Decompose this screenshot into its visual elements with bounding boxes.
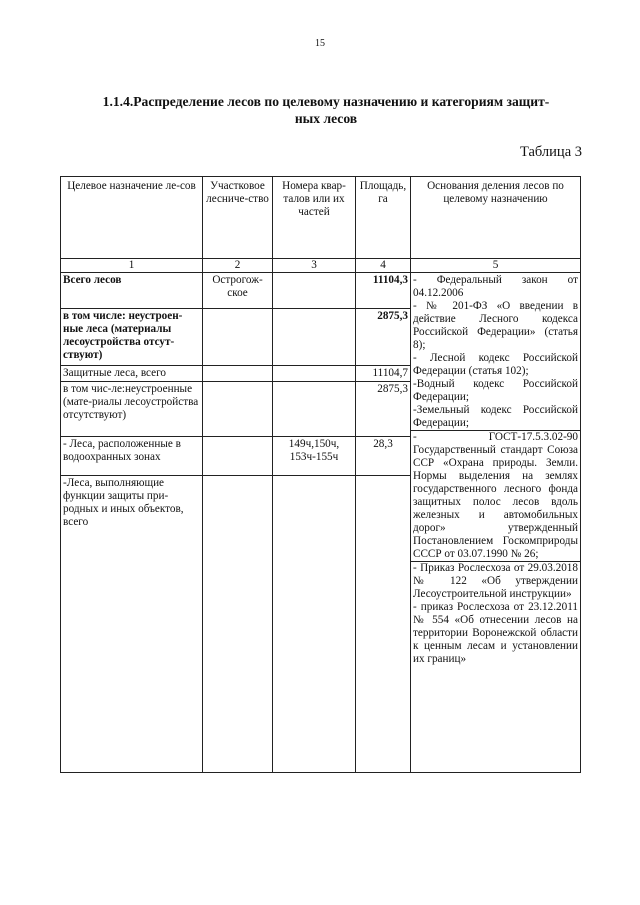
row-area: 28,3 — [356, 437, 411, 476]
basis-item: - № 201-ФЗ «О введении в действие Лесного кодекса Российской Федерации» (статья 8); — [413, 300, 578, 351]
section-title — [66, 93, 586, 127]
column-number: 5 — [411, 259, 581, 273]
forest-distribution-table — [60, 176, 581, 773]
row-forestry — [203, 309, 273, 366]
basis-item: -Земельный кодекс Российской Федерации; — [413, 404, 578, 429]
row-quarters — [273, 476, 356, 773]
row-forestry — [203, 437, 273, 476]
row-quarters: 149ч,150ч, 153ч-155ч — [273, 437, 356, 476]
header-basis: Основания деления лесов по целевому назначению — [411, 177, 581, 259]
column-number: 3 — [273, 259, 356, 273]
row-purpose: - Леса, расположенные в водоохранных зонах — [61, 437, 203, 476]
header-area: Площадь, га — [356, 177, 411, 259]
row-purpose: в том чис-ле:неустроенные (мате-риалы лесоустройства отсутствуют) — [61, 382, 203, 437]
header-purpose: Целевое назначение ле-сов — [61, 177, 203, 259]
row-forestry: Острогож-ское — [203, 273, 273, 309]
header-quarters: Номера квар-талов или их частей — [273, 177, 356, 259]
row-quarters — [273, 273, 356, 309]
basis-cell — [411, 273, 581, 773]
row-area: 2875,3 — [356, 309, 411, 366]
section-title-line-2: ных лесов — [294, 111, 358, 126]
basis-item: -Водный кодекс Российской Федерации; — [413, 378, 578, 403]
column-number-row — [61, 259, 581, 273]
header-forestry: Участковое лесниче-ство — [203, 177, 273, 259]
basis-item: - Федеральный закон от 04.12.2006 — [413, 274, 578, 299]
row-area: 11104,7 — [356, 366, 411, 382]
row-forestry — [203, 366, 273, 382]
row-purpose: Защитные леса, всего — [61, 366, 203, 382]
row-purpose: -Леса, выполняющие функции защиты при-родных и иных объектов, всего — [61, 476, 203, 773]
page-number: 15 — [315, 38, 325, 49]
table-caption: Таблица 3 — [519, 144, 582, 160]
row-forestry — [203, 382, 273, 437]
row-area: 2875,3 — [356, 382, 411, 437]
basis-item: - Приказ Рослесхоза от 29.03.2018 № 122 «Об утверждении Лесоустроительной инструкции» — [413, 562, 578, 600]
row-area — [356, 476, 411, 773]
section-title-line-1: 1.1.4.Распределение лесов по целевому назначению и категориям защит- — [102, 94, 550, 109]
table-row — [61, 273, 581, 309]
row-forestry — [203, 476, 273, 773]
column-number: 1 — [61, 259, 203, 273]
basis-item: - приказ Рослесхоза от 23.12.2011 № 554 «Об отнесении лесов на территории Воронежской области к ценным лесам и установлении их границ» — [413, 601, 578, 665]
row-quarters — [273, 366, 356, 382]
row-purpose: в том числе: неустроен-ные леса (материалы лесоустройства отсут-ствуют) — [61, 309, 203, 366]
basis-item: - ГОСТ-17.5.3.02-90 Государственный стандарт Союза ССР «Охрана природы. Земли. Нормы выделения на землях государственного лесного фонда защитных полос лесов вдоль железных и автомобильных дорог» утвержденный Постановлением Госкомприроды СССР от 03.07.1990 № 26; — [413, 431, 578, 560]
row-purpose: Всего лесов — [61, 273, 203, 309]
column-number: 4 — [356, 259, 411, 273]
column-number: 2 — [203, 259, 273, 273]
row-quarters — [273, 382, 356, 437]
row-quarters — [273, 309, 356, 366]
basis-item: - Лесной кодекс Российской Федерации (статья 102); — [413, 352, 578, 377]
table-header-row — [61, 177, 581, 259]
row-area: 11104,3 — [356, 273, 411, 309]
